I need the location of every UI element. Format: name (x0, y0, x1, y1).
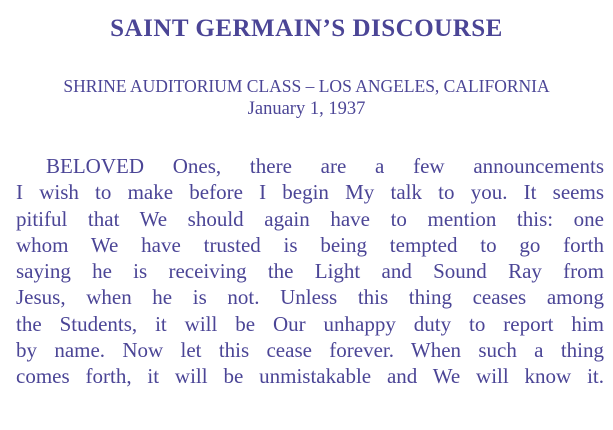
paragraph-line: BELOVED Ones, there are a few announcements (46, 154, 604, 178)
paragraph-line: by name. Now let this cease forever. When such a thing (16, 338, 604, 363)
paragraph-line: I wish to make before I begin My talk to you. It seems (16, 180, 604, 205)
paragraph-line: pitiful that We should again have to mention this: one (16, 206, 604, 231)
discourse-paragraph (16, 153, 604, 390)
paragraph-line: the Students, it will be Our unhappy duty to report him (16, 311, 604, 336)
paragraph-line: whom We have trusted is being tempted to go forth (16, 232, 604, 257)
discourse-date: January 1, 1937 (247, 99, 366, 119)
page-subtitle: SHRINE AUDITORIUM CLASS – LOS ANGELES, CALIFORNIA (63, 76, 550, 96)
paragraph-line: comes forth, it will be unmistakable and We will know it. (16, 364, 604, 389)
paragraph-line: Jesus, when he is not. Unless this thing ceases among (16, 285, 604, 310)
page-title: SAINT GERMAIN’S DISCOURSE (110, 15, 503, 42)
paragraph-line: saying he is receiving the Light and Sound Ray from (16, 259, 604, 284)
